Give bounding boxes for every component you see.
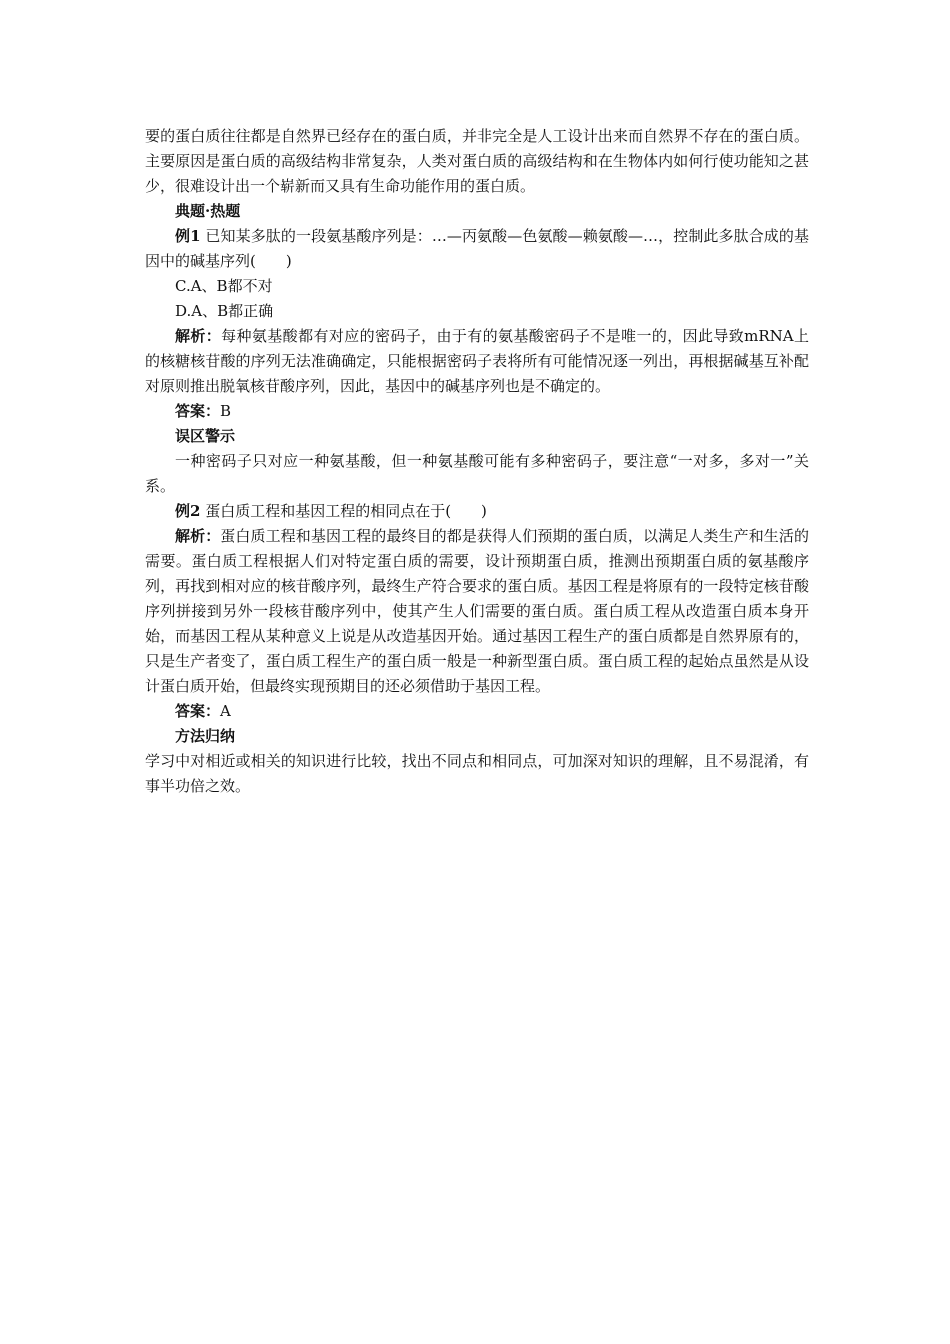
document-page	[145, 124, 809, 799]
example-1-analysis-label: 解析：	[175, 327, 222, 345]
example-1-answer	[145, 399, 809, 424]
method-text: 学习中对相近或相关的知识进行比较，找出不同点和相同点，可加深对知识的理解，且不易混淆，有事半功倍之效。	[145, 752, 809, 795]
example-1-label: 例1	[175, 227, 201, 245]
example-1-option-d: D.A、B都正确	[175, 302, 274, 320]
example-2-answer	[145, 699, 809, 724]
example-1-question-text: 已知某多肽的一段氨基酸序列是：…—丙氨酸—色氨酸—赖氨酸—…，控制此多肽合成的基因中的碱基序列( )	[145, 227, 810, 270]
warning-title: 误区警示	[175, 427, 236, 445]
method-title: 方法归纳	[175, 727, 236, 745]
example-1-question	[145, 224, 809, 274]
example-2-answer-label: 答案：	[175, 702, 221, 720]
example-2-answer-value: A	[220, 702, 231, 720]
section-title: 典题·热题	[175, 202, 241, 220]
example-1-answer-label: 答案：	[175, 402, 221, 420]
example-1-analysis-text: 每种氨基酸都有对应的密码子，由于有的氨基酸密码子不是唯一的，因此导致mRNA上的核糖核苷酸的序列无法准确确定，只能根据密码子表将所有可能情况逐一列出，再根据碱基互补配对原则推出脱氧核苷酸序列，因此，基因中的碱基序列也是不确定的。	[145, 327, 809, 395]
warning-text: 一种密码子只对应一种氨基酸，但一种氨基酸可能有多种密码子，要注意“一对多，多对一”关系。	[145, 452, 809, 495]
intro-paragraph: 要的蛋白质往往都是自然界已经存在的蛋白质，并非完全是人工设计出来而自然界不存在的蛋白质。主要原因是蛋白质的高级结构非常复杂，人类对蛋白质的高级结构和在生物体内如何行使功能知之甚少，很难设计出一个崭新而又具有生命功能作用的蛋白质。	[145, 127, 809, 195]
example-2-analysis-label: 解析：	[175, 527, 221, 545]
example-1-analysis	[145, 324, 809, 399]
example-1-option-c: C.A、B都不对	[175, 277, 273, 295]
example-2-question-text: 蛋白质工程和基因工程的相同点在于( )	[200, 502, 487, 520]
example-2-analysis-text: 蛋白质工程和基因工程的最终目的都是获得人们预期的蛋白质，以满足人类生产和生活的需要。蛋白质工程根据人们对特定蛋白质的需要，设计预期蛋白质，推测出预期蛋白质的氨基酸序列，再找到相对应的核苷酸序列，最终生产符合要求的蛋白质。基因工程是将原有的一段特定核苷酸序列拼接到另外一段核苷酸序列中，使其产生人们需要的蛋白质。蛋白质工程从改造蛋白质本身开始，而基因工程从某种意义上说是从改造基因开始。通过基因工程生产的蛋白质都是自然界原有的，只是生产者变了，蛋白质工程生产的蛋白质一般是一种新型蛋白质。蛋白质工程的起始点虽然是从设计蛋白质开始，但最终实现预期目的还必须借助于基因工程。	[145, 527, 809, 695]
example-2-analysis	[145, 524, 809, 699]
example-1-answer-value: B	[220, 402, 232, 420]
example-2-label: 例2	[175, 502, 201, 520]
example-2-question	[145, 499, 809, 524]
